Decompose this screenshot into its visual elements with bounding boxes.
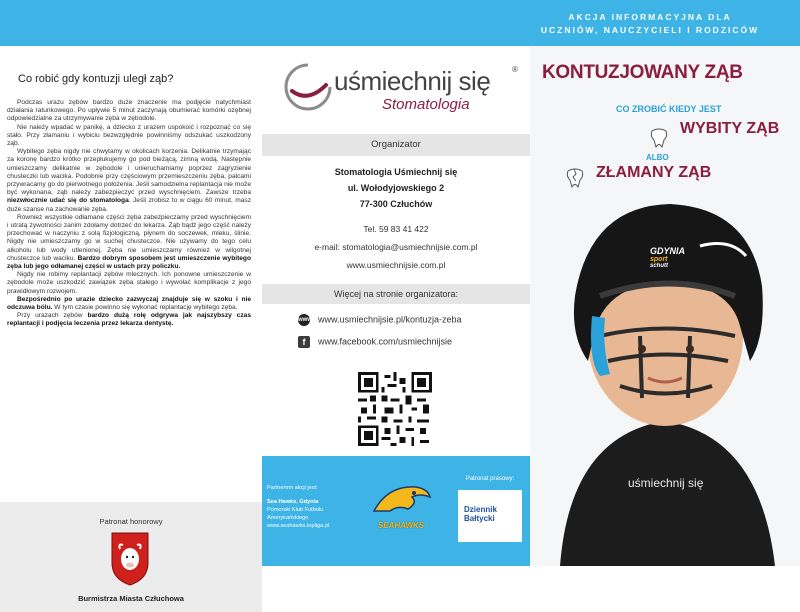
campaign-line-2: UCZNIÓW, NAUCZYCIELI I RODZICÓW xyxy=(540,25,760,35)
helmet-subtext: sport xyxy=(650,256,668,263)
paragraph: Bezpośrednio po urazie dziecko zazwyczaj znajduje się w szoku i nie odczuwa bólu. W tym czasie powinno się wykonać replantację wybitego zęba. xyxy=(7,295,251,312)
honorary-patronage xyxy=(0,502,262,612)
press-logo-text xyxy=(464,505,516,523)
paragraph: Podczas urazu zębów bardzo duże znaczenie ma podjęcie natychmiast działania ratunkowego. Po upływie 5 minut zaczynają obumierać komórki ozębnej odpowiedzialne za utrzymywanie zęba w zębodole. xyxy=(7,99,251,123)
article-title: Co robić gdy kontuzji uległ ząb? xyxy=(18,73,174,85)
seahawks-wordmark: SEAHAWKS xyxy=(377,521,425,530)
link-www[interactable] xyxy=(298,314,462,326)
paragraph: Przy urazach zębów bardzo dużą rolę odgrywa jak najszybszy czas replantacji i podjęcia leczenia przez lekarza dentystę. xyxy=(7,312,251,328)
broken-tooth-label: ZŁAMANY ZĄB xyxy=(596,164,712,181)
facebook-icon: f xyxy=(298,336,310,348)
article-body xyxy=(7,99,251,329)
clinic-logo xyxy=(272,56,522,116)
campaign-label xyxy=(520,11,780,37)
middle-panel xyxy=(262,46,530,566)
shirt-logo: uśmiechnij się xyxy=(628,476,704,490)
organizer-contact xyxy=(262,220,530,274)
organizer-phone: Tel. 59 83 41 422 xyxy=(363,224,429,234)
patron-name: Burmistrza Miasta Człuchowa xyxy=(78,594,184,603)
paragraph: Nie należy wpadać w panikę, a dziecko z urazem uspokoić i rozpoznać co się stało. Przy złamaniu i wybiciu bezwzględnie powinniśmy odszukać uszkodzony ząb. xyxy=(7,123,251,148)
press-logo-line-1: Dziennik xyxy=(464,505,497,514)
organizer-website[interactable]: www.usmiechnijsie.com.pl xyxy=(346,260,446,270)
left-panel xyxy=(0,46,262,603)
qr-code-icon xyxy=(358,372,432,446)
press-logo-line-2: Bałtycki xyxy=(464,514,495,523)
child-with-helmet-illustration xyxy=(530,186,800,566)
organizer-name: Stomatologia Uśmiechnij się xyxy=(334,167,458,177)
organizer-heading: Organizator xyxy=(262,134,530,156)
registered-mark: ® xyxy=(512,65,518,74)
link-facebook[interactable] xyxy=(298,336,452,348)
paragraph: Również wszystkie odłamane części zęba zabezpieczamy przed wyschnięciem i utratą żywotności zanim zdołamy dotrzeć do lekarza. Ząb bądź jego część należy przechować w naczyniu z solą fizjologiczną, płynem do soczewek, mleku, ślinie. Nigdy nie umieszczamy go w suchej chusteczce. Nie używamy do tego celu alkoholu lub wody utlenionej. Zęba nie umieszczamy również w wilgotnej chusteczce lub waciku. Bardzo dobrym sposobem jest umieszczenie wybitego zęba lub jego odłamanej części w ustach przy policzku. xyxy=(7,213,252,271)
paragraph: Nigdy nie robimy replantacji zębów mlecznych. Ich ponowne umieszczenie w zębodole może uszkodzić zawiązek zęba stałego i wywołać komplikacje z jego prawidłowym rozwojem. xyxy=(7,271,251,295)
campaign-line-1: AKCJA INFORMACYJNA DLA xyxy=(568,12,732,22)
helmet-logo xyxy=(650,246,685,269)
organizer-address xyxy=(262,164,530,212)
organizer-street: ul. Wołodyjowskiego 2 xyxy=(347,183,445,193)
knocked-out-tooth-label: WYBITY ZĄB xyxy=(680,120,780,137)
partner-info xyxy=(267,484,363,530)
hero-title: KONTUZJOWANY ZĄB xyxy=(542,62,743,83)
seahawks-logo xyxy=(368,481,434,537)
top-banner xyxy=(0,0,800,46)
tooth-icon xyxy=(648,126,670,148)
dziennik-baltycki-logo xyxy=(458,490,522,542)
partner-label: Partnerem akcji jest: xyxy=(267,485,318,491)
hawk-icon xyxy=(368,481,434,523)
helmet-text: GDYNIA xyxy=(650,246,686,256)
hero-question: CO ZROBIĆ KIEDY JEST xyxy=(616,104,722,114)
link-www-label: www.usmiechnijsie.pl/kontuzja-zeba xyxy=(318,314,462,325)
logo-subtitle: Stomatologia xyxy=(382,96,470,113)
patronage-label: Patronat honorowy xyxy=(99,517,163,526)
organizer-city: 77-300 Człuchów xyxy=(359,199,433,209)
child-helmet-photo xyxy=(530,186,800,566)
partner-url[interactable]: www.seahawks.topliga.pl xyxy=(267,523,330,529)
or-label: ALBO xyxy=(646,153,669,162)
partner-desc: Pomorski Klub Futbolu xyxy=(267,507,324,513)
broken-tooth-icon xyxy=(564,166,586,188)
organizer-email[interactable]: e-mail: stomatologia@usmiechnijsie.com.pl xyxy=(314,242,478,252)
partner-name: Sea Hawks, Gdynia xyxy=(267,499,319,505)
city-crest-icon xyxy=(110,531,150,587)
www-icon: www xyxy=(298,314,310,326)
more-info-heading: Więcej na stronie organizatora: xyxy=(262,284,530,304)
partner-desc: Amerykańskiego xyxy=(267,515,309,521)
right-panel xyxy=(530,46,800,566)
smile-logo-icon xyxy=(278,61,340,111)
paragraph: Wybitego zęba nigdy nie chwytamy w okolicach korzenia. Delikatnie trzymając za koronę bardzo krótko przepłukujemy go pod bieżącą, zimną wodą. Następnie umieszczamy delikatnie w zębodole i unieruchamiamy poprzez zagryzienie chusteczki lub wacika. Podobnie przy częściowym przemieszczeniu zęba, palcami przywracamy go do pierwotnego położenia. Jeśli samodzielna replantacja nie może być wykonana, ząb należy zabezpieczyć przed wyschnięciem. Zawsze trzeba niezwłocznie udać się do stomatologa. Jeśli zrobisz to w ciągu 60 minut, masz duże szanse na zachowanie zęba. xyxy=(7,148,251,213)
link-facebook-label: www.facebook.com/usmiechnijsie xyxy=(318,336,453,347)
logo-name: uśmiechnij się xyxy=(334,66,491,96)
partner-box xyxy=(262,456,530,566)
press-patronage-label: Patronat prasowy: xyxy=(465,476,515,482)
helmet-brand: schutt xyxy=(650,263,668,269)
